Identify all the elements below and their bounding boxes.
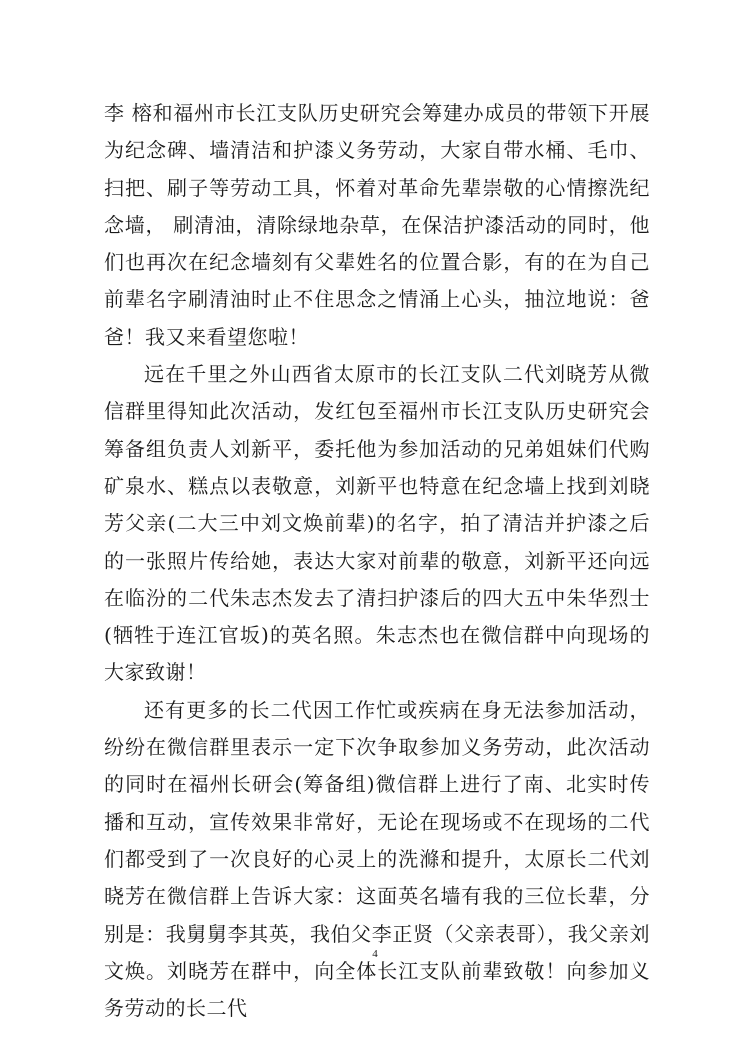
paragraph-1: 李 榕和福州市长江支队历史研究会筹建办成员的带领下开展为纪念碑、墙清洁和护漆义务劳动，大家自带水桶、毛巾、扫把、刷子等劳动工具，怀着对革命先辈崇敬的心情擦洗纪念墙， 刷清油，清除绿地杂草，在保洁护漆活动的同时，他们也再次在纪念墙刻有父辈姓名的位置合影，有的在为自己前辈名字刷清油时止不住思念之情涌上心头，抽泣地说：爸爸！我又来看望您啦！ — [104, 101, 650, 349]
body-text — [104, 95, 650, 1027]
page-number: 4 — [372, 948, 378, 960]
paragraph-3: 还有更多的长二代因工作忙或疾病在身无法参加活动，纷纷在微信群里表示一定下次争取参加义务劳动，此次活动的同时在福州长研会(筹备组)微信群上进行了南、北实时传播和互动，宣传效果非常好，无论在现场或不在现场的二代们都受到了一次良好的心灵上的洗滌和提升，太原长二代刘晓芳在微信群上告诉大家：这面英名墙有我的三位长辈，分别是：我舅舅李其英，我伯父李正贤（父亲表哥），我父亲刘文焕。刘晓芳在群中，向全体长江支队前辈致敬！向参加义务劳动的长二代 — [104, 697, 650, 1021]
paragraph-2: 远在千里之外山西省太原市的长江支队二代刘晓芳从微信群里得知此次活动，发红包至福州市长江支队历史研究会筹备组负责人刘新平，委托他为参加活动的兄弟姐妹们代购矿泉水、糕点以表敬意，刘新平也特意在纪念墙上找到刘晓芳父亲(二大三中刘文焕前辈)的名字，拍了清洁并护漆之后的一张照片传给她，表达大家对前辈的敬意，刘新平还向远在临汾的二代朱志杰发去了清扫护漆后的四大五中朱华烈士(牺牲于连江官坂)的英名照。朱志杰也在微信群中向现场的大家致谢！ — [104, 362, 650, 685]
